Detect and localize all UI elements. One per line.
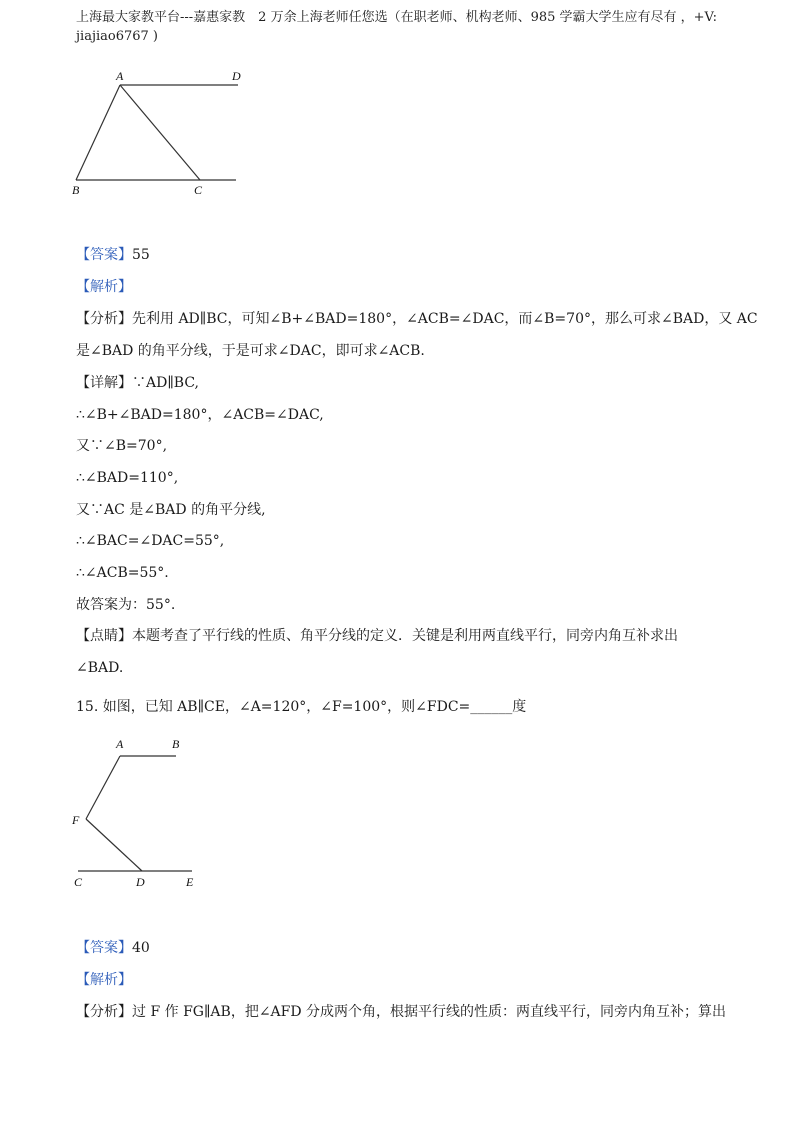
dianjing-text-1: 本题考查了平行线的性质、角平分线的定义．关键是利用两直线平行，同旁内角互补求出	[132, 628, 678, 644]
answer-tag: 【答案】	[76, 247, 132, 263]
label-a: A	[116, 69, 124, 83]
label-e: E	[186, 875, 194, 889]
page-header	[76, 8, 736, 46]
xiangjie-tag: 【详解】	[76, 375, 132, 391]
q14-step-2: 又∵∠B=70°,	[76, 438, 168, 454]
q14-step-4: 又∵AC 是∠BAD 的角平分线,	[76, 502, 266, 518]
fenxi-text-1: 先利用 AD∥BC，可知∠B+∠BAD=180°，∠ACB=∠DAC，而∠B=70°，那么可求∠BAD，又 AC	[132, 311, 758, 327]
xiangjie-text-1: ∵AD∥BC,	[132, 375, 200, 391]
answer-value: 55	[132, 247, 150, 263]
q14-dianjing-line1	[76, 626, 678, 646]
label-d: D	[232, 69, 241, 83]
q15-question: 15. 如图，已知 AB∥CE，∠A=120°，∠F=100°，则∠FDC=______度	[76, 699, 527, 715]
q14-answer	[76, 245, 150, 265]
q14-step-3: ∴∠BAD=110°,	[76, 470, 179, 486]
label-f: F	[72, 813, 80, 827]
dianjing-tag: 【点睛】	[76, 628, 132, 644]
label-c: C	[194, 183, 203, 197]
segment-ac	[120, 85, 200, 180]
q14-fenxi-line1	[76, 309, 758, 329]
fenxi-text-1: 过 F 作 FG∥AB，把∠AFD 分成两个角，根据平行线的性质：两直线平行，同旁内角互补；算出	[132, 1004, 727, 1020]
q15-analysis-tag: 【解析】	[76, 972, 132, 988]
q15-answer	[76, 938, 150, 958]
fenxi-tag: 【分析】	[76, 311, 132, 327]
q14-dianjing-line2: ∠BAD.	[76, 660, 124, 676]
segment-fd	[86, 819, 142, 871]
header-line-1: 上海最大家教平台---嘉惠家教 2 万余上海老师任您选（在职老师、机构老师、985 学霸大学生应有尽有 ，+V:	[76, 10, 718, 25]
figure-triangle-parallel	[60, 62, 260, 202]
label-d: D	[136, 875, 145, 889]
segment-af	[86, 756, 120, 819]
q14-step-5: ∴∠BAC=∠DAC=55°,	[76, 533, 225, 549]
q14-step-6: ∴∠ACB=55°.	[76, 565, 169, 581]
answer-tag: 【答案】	[76, 940, 132, 956]
q15-fenxi-line1	[76, 1002, 726, 1022]
header-line-2: jiajiao6767 )	[76, 29, 158, 44]
q14-xiangjie-line1	[76, 373, 199, 393]
q14-step-7: 故答案为：55°.	[76, 597, 176, 613]
q14-fenxi-line2: 是∠BAD 的角平分线，于是可求∠DAC，即可求∠ACB.	[76, 343, 425, 359]
label-c: C	[74, 875, 83, 889]
figure-zigzag-parallel	[66, 732, 206, 892]
q14-analysis-tag: 【解析】	[76, 279, 132, 295]
q14-step-1: ∴∠B+∠BAD=180°，∠ACB=∠DAC,	[76, 407, 324, 423]
answer-value: 40	[132, 940, 150, 956]
segment-ab	[76, 85, 120, 180]
label-a: A	[116, 737, 124, 751]
label-b: B	[72, 183, 80, 197]
label-b: B	[172, 737, 180, 751]
fenxi-tag: 【分析】	[76, 1004, 132, 1020]
